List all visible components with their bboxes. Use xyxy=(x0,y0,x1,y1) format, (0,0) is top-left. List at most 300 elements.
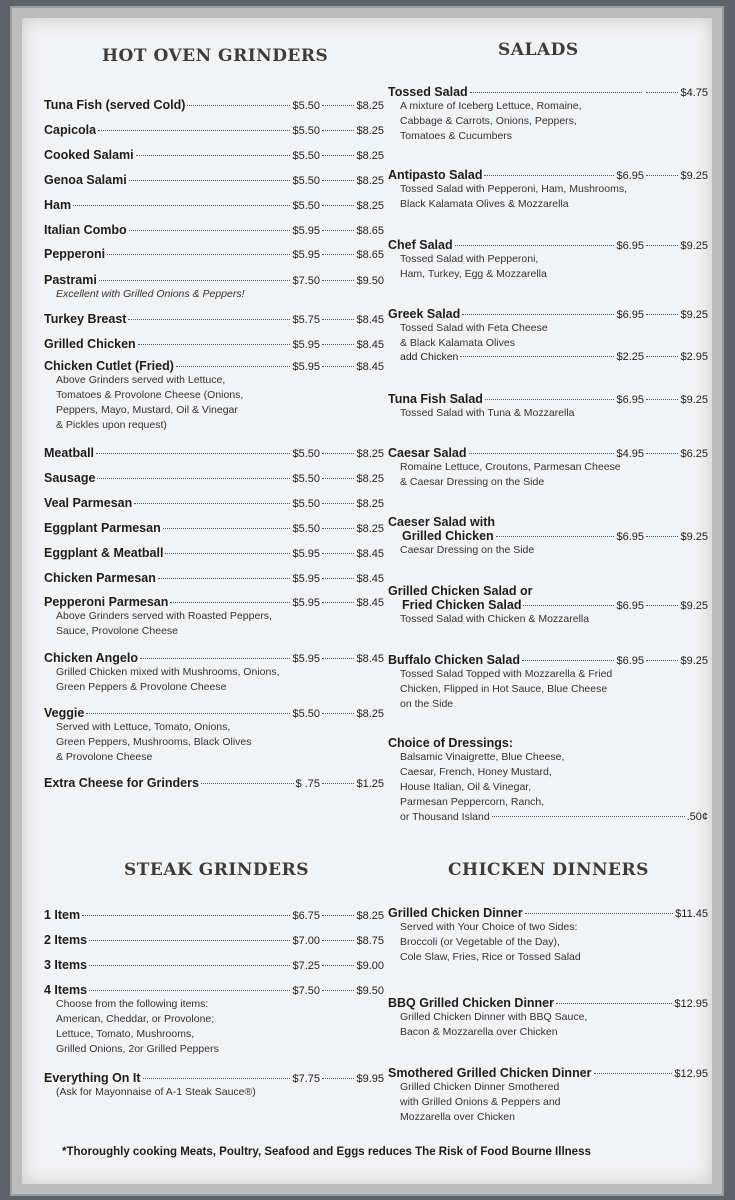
leader-dots xyxy=(97,478,290,479)
menu-item-line xyxy=(388,85,708,99)
leader-dots xyxy=(322,783,354,784)
item-description: Grilled Chicken mixed with Mushrooms, Onions, xyxy=(56,666,280,678)
item-name: 1 Item xyxy=(44,908,81,922)
price-large-wrap xyxy=(644,600,708,612)
price-large-wrap xyxy=(320,935,384,947)
menu-item-line xyxy=(388,307,708,321)
item-name: BBQ Grilled Chicken Dinner xyxy=(388,996,555,1010)
item-name: add Chicken xyxy=(400,351,459,363)
section-title-steak-grinders: STEAK GRINDERS xyxy=(124,860,310,880)
item-description: Choose from the following items: xyxy=(56,998,209,1010)
leader-dots xyxy=(138,344,291,345)
leader-dots xyxy=(322,965,354,966)
price-small: $4.95 xyxy=(616,448,644,460)
menu-item xyxy=(44,247,384,261)
item-name: Antipasto Salad xyxy=(388,168,483,182)
item-description: Mozzarella over Chicken xyxy=(400,1111,515,1123)
price-large-wrap xyxy=(644,309,708,321)
leader-dots xyxy=(594,1073,673,1074)
menu-item-line xyxy=(388,906,708,920)
price-small: $7.75 xyxy=(292,1073,320,1085)
item-description: Served with Lettuce, Tomato, Onions, xyxy=(56,721,231,733)
item-name: Greek Salad xyxy=(388,307,461,321)
item-description: Broccoli (or Vegetable of the Day), xyxy=(400,936,560,948)
price-large: $8.25 xyxy=(356,498,384,510)
leader-dots xyxy=(322,528,354,529)
price-small: $6.95 xyxy=(616,170,644,182)
price-large: $8.45 xyxy=(356,548,384,560)
item-description: American, Cheddar, or Provolone; xyxy=(56,1013,215,1025)
price-large-wrap xyxy=(320,1073,384,1085)
price-small: $5.50 xyxy=(292,100,320,112)
price-small: $5.95 xyxy=(292,361,320,373)
leader-dots xyxy=(646,605,678,606)
price-small: $5.95 xyxy=(292,653,320,665)
price-large: $8.65 xyxy=(356,225,384,237)
price-small: $5.95 xyxy=(292,548,320,560)
section-title-chicken-dinners: CHICKEN DINNERS xyxy=(448,860,649,880)
menu-item-line xyxy=(388,996,708,1010)
leader-dots xyxy=(99,280,291,281)
price-large-wrap xyxy=(320,778,384,790)
price-large-wrap xyxy=(320,275,384,287)
item-description: & Caesar Dressing on the Side xyxy=(400,476,545,488)
item-description: Tossed Salad Topped with Mozzarella & Fried xyxy=(400,668,613,680)
menu-item-line xyxy=(44,521,384,535)
price-small: $5.50 xyxy=(292,200,320,212)
item-name: Tossed Salad xyxy=(388,85,468,99)
item-description: Tomatoes & Provolone Cheese (Onions, xyxy=(56,389,244,401)
menu-item xyxy=(44,312,384,326)
menu-item-line xyxy=(388,392,708,406)
menu-item xyxy=(44,908,384,922)
item-name: Chicken Cutlet (Fried) xyxy=(44,359,174,373)
menu-item xyxy=(44,446,384,460)
dressing-line: Parmesan Peppercorn, Ranch, xyxy=(400,796,545,808)
item-description: Green Peppers, Mushrooms, Black Olives xyxy=(56,736,252,748)
leader-dots xyxy=(322,254,354,255)
price-large: $9.25 xyxy=(680,394,708,406)
menu-item-line xyxy=(44,496,384,510)
menu-item xyxy=(388,906,708,965)
menu-item xyxy=(388,238,708,282)
item-description: Black Kalamata Olives & Mozzarella xyxy=(400,198,569,210)
item-description: A mixture of Iceberg Lettuce, Romaine, xyxy=(400,100,582,112)
item-name: Cooked Salami xyxy=(44,148,134,162)
leader-dots xyxy=(322,230,354,231)
price-large-wrap xyxy=(320,314,384,326)
item-description: & Black Kalamata Olives xyxy=(400,337,515,349)
leader-dots xyxy=(322,602,354,603)
item-description: Tossed Salad with Feta Cheese xyxy=(400,322,548,334)
menu-item-line xyxy=(44,198,384,212)
leader-dots xyxy=(82,915,290,916)
leader-dots xyxy=(556,1003,672,1004)
leader-dots xyxy=(462,314,614,315)
price-large: $8.25 xyxy=(356,150,384,162)
menu-item xyxy=(388,1066,708,1125)
price-large-wrap xyxy=(644,394,708,406)
item-description: Sauce, Provolone Cheese xyxy=(56,625,178,637)
leader-dots xyxy=(646,399,678,400)
price-small: $5.95 xyxy=(292,597,320,609)
price-small: $6.95 xyxy=(616,600,644,612)
price-large: $9.25 xyxy=(680,309,708,321)
menu-item xyxy=(44,223,384,237)
leader-dots xyxy=(322,366,354,367)
menu-item xyxy=(44,198,384,212)
menu-item-line xyxy=(44,933,384,947)
price-large: $8.25 xyxy=(356,448,384,460)
menu-item-line xyxy=(388,529,708,543)
price-large-wrap xyxy=(320,100,384,112)
price-large: $9.25 xyxy=(680,240,708,252)
item-name: Extra Cheese for Grinders xyxy=(44,776,199,790)
price-large-wrap xyxy=(320,708,384,720)
price-large-wrap xyxy=(644,240,708,252)
menu-item xyxy=(44,1071,384,1100)
menu-item-line xyxy=(44,223,384,237)
item-description: Peppers, Mayo, Mustard, Oil & Vinegar xyxy=(56,404,238,416)
price-large-wrap xyxy=(320,339,384,351)
menu-item xyxy=(388,653,708,712)
item-description: on the Side xyxy=(400,698,454,710)
menu-item xyxy=(44,337,384,351)
item-name: Grilled Chicken Dinner xyxy=(388,906,523,920)
price-large: $8.25 xyxy=(356,708,384,720)
price: $12.95 xyxy=(674,1068,708,1080)
item-name: Chef Salad xyxy=(388,238,453,252)
item-name: Turkey Breast xyxy=(44,312,127,326)
menu-item-line xyxy=(44,98,384,112)
leader-dots xyxy=(89,990,290,991)
price-large-wrap xyxy=(320,200,384,212)
item-description: & Pickles upon request) xyxy=(56,419,167,431)
leader-dots xyxy=(525,913,673,914)
item-description: Caesar Dressing on the Side xyxy=(400,544,535,556)
leader-dots xyxy=(322,940,354,941)
price-large: $9.25 xyxy=(680,655,708,667)
price-small: $6.95 xyxy=(616,531,644,543)
item-description: Tossed Salad with Pepperoni, xyxy=(400,253,539,265)
dressing-price: .50¢ xyxy=(686,811,708,823)
item-name: Eggplant & Meatball xyxy=(44,546,164,560)
price-large-wrap xyxy=(320,448,384,460)
menu-item xyxy=(44,471,384,485)
leader-dots xyxy=(89,965,290,966)
price-large: $8.75 xyxy=(356,935,384,947)
menu-item-line xyxy=(44,908,384,922)
price-large-wrap xyxy=(320,175,384,187)
item-description: Grilled Onions, 2or Grilled Peppers xyxy=(56,1043,219,1055)
item-name: Caeser Salad with xyxy=(388,515,495,529)
menu-item xyxy=(388,307,708,363)
leader-dots xyxy=(646,536,678,537)
leader-dots xyxy=(470,92,642,93)
price-large-wrap xyxy=(320,225,384,237)
item-description: Grilled Chicken Dinner Smothered xyxy=(400,1081,560,1093)
menu-item xyxy=(388,996,708,1040)
menu-item-line xyxy=(388,238,708,252)
price-large: $2.95 xyxy=(680,351,708,363)
section-title-salads: SALADS xyxy=(498,40,579,60)
price-small: $5.50 xyxy=(292,708,320,720)
price-large: $9.25 xyxy=(680,531,708,543)
leader-dots xyxy=(322,453,354,454)
price-large: $8.45 xyxy=(356,361,384,373)
leader-dots xyxy=(136,155,291,156)
price-large: $9.95 xyxy=(356,1073,384,1085)
item-description: Grilled Chicken Dinner with BBQ Sauce, xyxy=(400,1011,588,1023)
leader-dots xyxy=(485,399,615,400)
menu-item-line xyxy=(44,446,384,460)
menu-item xyxy=(44,123,384,137)
menu-item-line xyxy=(44,471,384,485)
leader-dots xyxy=(134,503,290,504)
item-name: 3 Items xyxy=(44,958,88,972)
leader-dots xyxy=(492,816,685,817)
item-note: Excellent with Grilled Onions & Peppers! xyxy=(56,288,245,300)
leader-dots xyxy=(187,105,290,106)
leader-dots xyxy=(322,319,354,320)
menu-item xyxy=(44,496,384,510)
leader-dots xyxy=(455,245,615,246)
price-large-wrap xyxy=(320,249,384,261)
price-large-wrap xyxy=(320,597,384,609)
leader-dots xyxy=(646,92,678,93)
item-name: Tuna Fish Salad xyxy=(388,392,483,406)
menu-item-line xyxy=(44,123,384,137)
menu-item xyxy=(44,173,384,187)
leader-dots xyxy=(86,713,290,714)
leader-dots xyxy=(484,175,614,176)
price-small: $6.95 xyxy=(616,309,644,321)
leader-dots xyxy=(522,660,614,661)
menu-item-line xyxy=(388,168,708,182)
price-large: $8.45 xyxy=(356,339,384,351)
item-description: & Provolone Cheese xyxy=(56,751,153,763)
item-name: Pepperoni xyxy=(44,247,106,261)
menu-item-line xyxy=(388,351,708,363)
item-name: Ham xyxy=(44,198,72,212)
leader-dots xyxy=(322,658,354,659)
item-description: Above Grinders served with Roasted Peppers, xyxy=(56,610,272,622)
price-small: $7.00 xyxy=(292,935,320,947)
price-small: $6.95 xyxy=(616,240,644,252)
price-large: $8.25 xyxy=(356,523,384,535)
item-name: Veal Parmesan xyxy=(44,496,133,510)
item-name: Smothered Grilled Chicken Dinner xyxy=(388,1066,592,1080)
menu-item-line xyxy=(388,1066,708,1080)
leader-dots xyxy=(163,528,291,529)
leader-dots xyxy=(322,503,354,504)
menu-item xyxy=(44,273,384,302)
menu-item xyxy=(44,933,384,947)
menu-item-line xyxy=(44,983,384,997)
menu-page xyxy=(12,8,722,1194)
leader-dots xyxy=(322,578,354,579)
price-small: $5.50 xyxy=(292,150,320,162)
item-description: Romaine Lettuce, Croutons, Parmesan Cheese xyxy=(400,461,621,473)
menu-item xyxy=(44,546,384,560)
leader-dots xyxy=(201,783,294,784)
item-name: 4 Items xyxy=(44,983,88,997)
price-large: $8.45 xyxy=(356,573,384,585)
item-name: Buffalo Chicken Salad xyxy=(388,653,520,667)
price-large-wrap xyxy=(320,523,384,535)
item-name: Chicken Angelo xyxy=(44,651,138,665)
price-small: $5.50 xyxy=(292,175,320,187)
menu-item-line xyxy=(44,958,384,972)
item-description: with Grilled Onions & Peppers and xyxy=(400,1096,561,1108)
dressing-line: Balsamic Vinaigrette, Blue Cheese, xyxy=(400,751,565,763)
price-large-wrap xyxy=(320,653,384,665)
menu-item-line xyxy=(388,446,708,460)
price-small: $5.95 xyxy=(292,339,320,351)
price-large: $8.25 xyxy=(356,175,384,187)
menu-item-line xyxy=(44,1071,384,1085)
item-name: Veggie xyxy=(44,706,85,720)
leader-dots xyxy=(96,453,290,454)
price-small: $6.95 xyxy=(616,394,644,406)
price-small: $5.50 xyxy=(292,448,320,460)
price-small: $6.95 xyxy=(616,655,644,667)
menu-item-line xyxy=(44,148,384,162)
item-description: Chicken, Flipped in Hot Sauce, Blue Cheese xyxy=(400,683,608,695)
menu-item-line xyxy=(44,359,384,373)
leader-dots xyxy=(322,180,354,181)
price-large-wrap xyxy=(320,573,384,585)
leader-dots xyxy=(523,605,614,606)
leader-dots xyxy=(73,205,290,206)
menu-item xyxy=(44,983,384,1057)
leader-dots xyxy=(646,453,678,454)
leader-dots xyxy=(129,230,291,231)
menu-item xyxy=(44,706,384,765)
menu-item xyxy=(388,584,708,627)
item-name: Grilled Chicken Salad or xyxy=(388,584,533,598)
price-large-wrap xyxy=(320,361,384,373)
leader-dots xyxy=(176,366,291,367)
price: $11.45 xyxy=(675,908,708,920)
item-name: Fried Chicken Salad xyxy=(402,598,522,612)
price-small: $6.75 xyxy=(292,910,320,922)
menu-item-line xyxy=(44,595,384,609)
menu-item xyxy=(388,168,708,212)
dressings-title: Choice of Dressings: xyxy=(388,736,514,750)
price-small: $7.50 xyxy=(292,985,320,997)
price-large-wrap xyxy=(320,548,384,560)
leader-dots xyxy=(322,155,354,156)
price-small: $ .75 xyxy=(295,778,320,790)
dressing-line: or Thousand Island xyxy=(400,811,490,823)
item-description: Tossed Salad with Pepperoni, Ham, Mushrooms, xyxy=(400,183,628,195)
item-name: Pastrami xyxy=(44,273,97,287)
price-small: $7.50 xyxy=(292,275,320,287)
item-name: Meatball xyxy=(44,446,95,460)
item-name: Capicola xyxy=(44,123,97,137)
menu-item-line xyxy=(44,776,384,790)
leader-dots xyxy=(129,180,291,181)
leader-dots xyxy=(322,478,354,479)
dressings-row xyxy=(388,736,708,825)
dressing-last-line xyxy=(388,810,708,825)
menu-item-line xyxy=(44,312,384,326)
price: $12.95 xyxy=(674,998,708,1010)
menu-item-line xyxy=(388,598,708,612)
leader-dots xyxy=(646,175,678,176)
item-name: Everything On It xyxy=(44,1071,141,1085)
price-large: $8.45 xyxy=(356,314,384,326)
leader-dots xyxy=(98,130,290,131)
price-large: $4.75 xyxy=(680,87,708,99)
leader-dots xyxy=(460,356,614,357)
price-large-wrap xyxy=(644,531,708,543)
item-description: Tossed Salad with Chicken & Mozzarella xyxy=(400,613,590,625)
price-small: $7.25 xyxy=(292,960,320,972)
leader-dots xyxy=(128,319,290,320)
item-name: Tuna Fish (served Cold) xyxy=(44,98,186,112)
dressing-line: House Italian, Oil & Vinegar, xyxy=(400,781,532,793)
price-large-wrap xyxy=(320,498,384,510)
price-large: $8.45 xyxy=(356,597,384,609)
leader-dots xyxy=(322,344,354,345)
price-small: $5.50 xyxy=(292,473,320,485)
leader-dots xyxy=(322,205,354,206)
item-description: Ham, Turkey, Egg & Mozzarella xyxy=(400,268,547,280)
price-large-wrap xyxy=(320,910,384,922)
leader-dots xyxy=(322,915,354,916)
leader-dots xyxy=(322,105,354,106)
leader-dots xyxy=(170,602,290,603)
price-large: $1.25 xyxy=(356,778,384,790)
item-name: 2 Items xyxy=(44,933,88,947)
leader-dots xyxy=(322,990,354,991)
item-description: (Ask for Mayonnaise of A-1 Steak Sauce®) xyxy=(56,1086,256,1098)
price-large-wrap xyxy=(320,125,384,137)
price-large: $9.25 xyxy=(680,600,708,612)
price-small: $5.95 xyxy=(292,225,320,237)
item-name: Grilled Chicken xyxy=(402,529,494,543)
leader-dots xyxy=(646,356,678,357)
price-large: $6.25 xyxy=(680,448,708,460)
item-name: Eggplant Parmesan xyxy=(44,521,161,535)
menu-item xyxy=(388,446,708,490)
item-name: Genoa Salami xyxy=(44,173,127,187)
item-name: Grilled Chicken xyxy=(44,337,136,351)
item-name: Pepperoni Parmesan xyxy=(44,595,169,609)
item-description: Tossed Salad with Tuna & Mozzarella xyxy=(400,407,575,419)
item-description: Cabbage & Carrots, Onions, Peppers, xyxy=(400,115,577,127)
price-large: $9.50 xyxy=(356,985,384,997)
leader-dots xyxy=(322,1078,354,1079)
price-small: $5.50 xyxy=(292,498,320,510)
price-large-wrap xyxy=(320,960,384,972)
menu-item xyxy=(388,392,708,421)
price-small: $5.95 xyxy=(292,249,320,261)
leader-dots xyxy=(158,578,291,579)
dressing-line: Caesar, French, Honey Mustard, xyxy=(400,766,552,778)
item-description: Tomatoes & Cucumbers xyxy=(400,130,513,142)
price-large-wrap xyxy=(644,87,708,99)
section-title-hot-oven-grinders: HOT OVEN GRINDERS xyxy=(102,46,329,66)
item-description: Above Grinders served with Lettuce, xyxy=(56,374,226,386)
leader-dots xyxy=(89,940,290,941)
price-large: $8.25 xyxy=(356,910,384,922)
leader-dots xyxy=(646,660,678,661)
price-large-wrap xyxy=(644,655,708,667)
menu-item-line xyxy=(44,706,384,720)
